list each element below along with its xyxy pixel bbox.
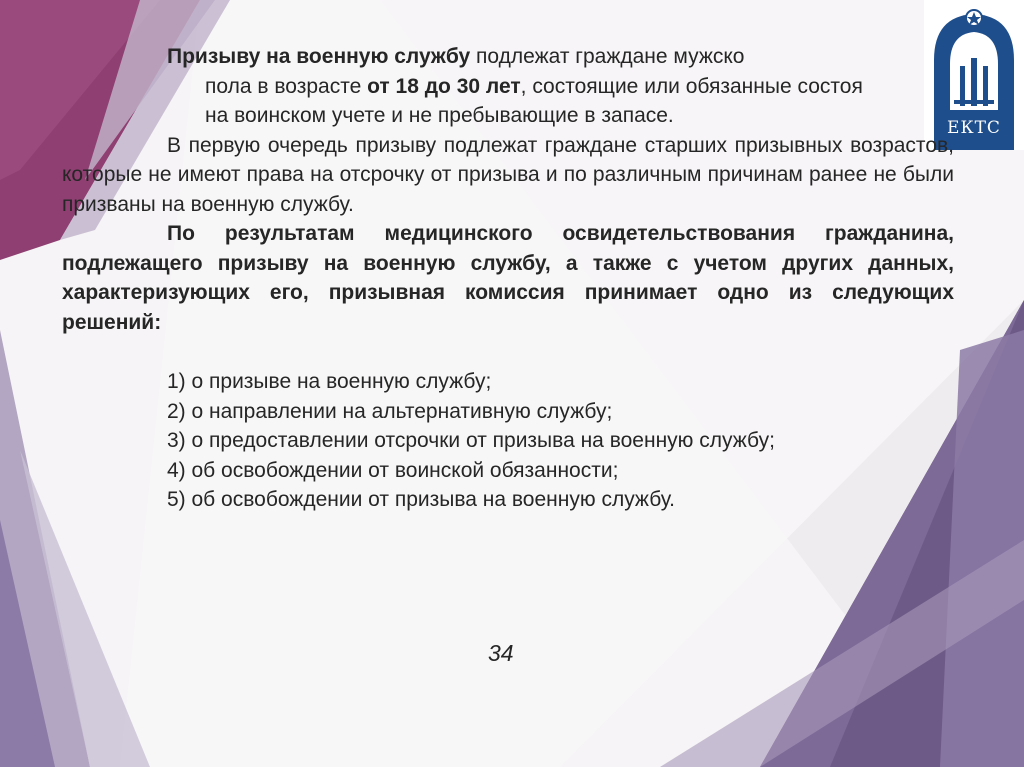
list-item: 5) об освобождении от призыва на военную службу. xyxy=(167,488,676,511)
list-item: 4) об освобождении от воинской обязанности; xyxy=(167,458,619,482)
para1-text-b: пола в возрасте xyxy=(205,74,368,98)
slide-body xyxy=(62,42,954,515)
age-range: от 18 до 30 лет xyxy=(367,74,521,98)
list-item: 3) о предоставлении отсрочки от призыва на военную службу; xyxy=(167,429,775,452)
list-item: 1) о призыве на военную службу; xyxy=(167,370,492,393)
decision-list xyxy=(62,367,954,515)
para1-text-c: , состоящие или обязанные состоя xyxy=(520,74,863,98)
para1-text-d: на воинском учете и не пребывающие в запасе. xyxy=(205,104,674,127)
para1-text-a: подлежат граждане мужско xyxy=(470,45,745,68)
paragraph-priority: В первую очередь призыву подлежат граждане старших призывных возрастов, которые не имеют права на отсрочку от призыва и по различным причинам ранее не были призваны на военную службу. xyxy=(62,133,954,216)
logo-text: ЕКТС xyxy=(947,118,1001,138)
list-item: 2) о направлении на альтернативную службу; xyxy=(167,399,613,423)
paragraph-conscription-age xyxy=(62,42,954,131)
paragraph-commission-decision: По результатам медицинского освидетельствования гражданина, подлежащего призыву на военную службу, а также с учетом других данных, характеризующих его, призывная комиссия принимает одно из следующих решений: xyxy=(62,222,954,334)
page-number: 34 xyxy=(488,640,514,666)
bold-lead: Призыву на военную службу xyxy=(167,45,471,68)
